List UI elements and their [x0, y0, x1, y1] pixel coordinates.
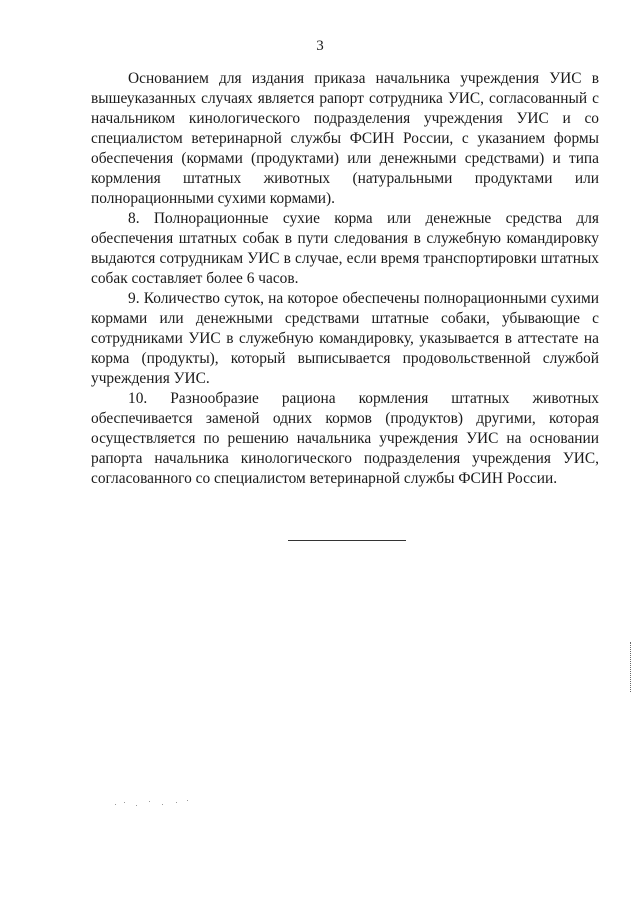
paragraph-10: 10. Разнообразие рациона кормления штатных животных обеспечивается заменой одних кормов (продуктов) другими, которая осуществляется по решению начальника учреждения УИС на основании рапорта начальника кинологического подразделения учреждения УИС, согласованного со специалистом ветеринарной службы ФСИН России.	[91, 390, 599, 487]
paragraph-8: 8. Полнорационные сухие корма или денежные средства для обеспечения штатных собак в пути следования в служебную командировку выдаются сотрудникам УИС в случае, если время транспортировки штатных собак составляет более 6 часов.	[91, 210, 599, 287]
end-separator-line	[288, 540, 406, 541]
paragraph-9: 9. Количество суток, на которое обеспечены полнорационными сухими кормами или денежными средствами штатные собаки, убывающие с сотрудниками УИС в служебную командировку, указывается в аттестате на корма (продукты), который выписывается продовольственной службой учреждения УИС.	[91, 290, 599, 387]
page-number: 3	[316, 38, 324, 54]
paragraph-basis: Основанием для издания приказа начальника учреждения УИС в вышеуказанных случаях является рапорт сотрудника УИС, согласованный с начальником кинологического подразделения учреждения УИС и со специалистом ветеринарной службы ФСИН России, с указанием формы обеспечения (кормами (продуктами) или денежными средствами) и типа кормления штатных животных (натуральными продуктами или полнорационными сухими кормами).	[91, 70, 599, 207]
scan-speckles	[115, 800, 195, 808]
scan-edge-mark	[630, 642, 632, 692]
document-body	[91, 69, 599, 489]
